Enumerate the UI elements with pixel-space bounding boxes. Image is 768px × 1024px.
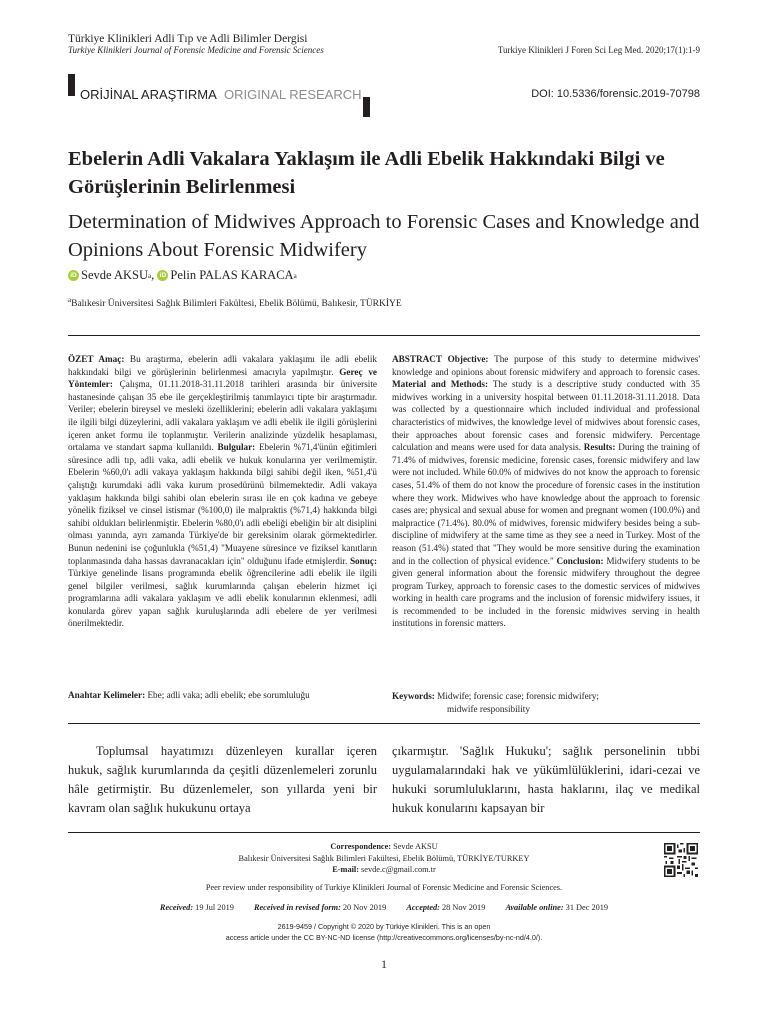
revised-label: Received in revised form: [253,903,341,912]
correspondence-address: Balıkesir Üniversitesi Sağlık Bilimleri Fakültesi, Ebelik Bölümü, TÜRKİYE/TURKEY [238,853,530,863]
keywords-tr [68,690,377,700]
orcid-icon[interactable]: iD [157,270,168,281]
received-label: Received: [159,903,194,912]
abstract-heading: Results: [583,442,616,453]
abstract-text: Çalışma, 01.11.2018-31.11.2018 tarihleri arasında bir üniversite hastanesinde çalışan 35 ebe ile gerçekleştirilmiş tanımlayıcı tipte bir araştırmadır. Veriler; ebelerin bireysel ve mesleki özelliklerini; ebelerin adli vakalara yaklaşımı ile ilgili bilgi düzeylerini, adli vakalara yaklaşım ve adli ebelik ile ilgili görüşlerini içeren anket formu ile toplanmıştır. Verilerin analizinde yüzdelik hesaplaması, ortalama ve standart sapma kullanıldı. [68,379,377,453]
divider [68,832,700,833]
abstract-heading: Conclusion: [556,555,604,566]
author-name: Pelin PALAS KARACA [170,268,294,282]
author-superscript: a [148,271,152,280]
license-link[interactable]: access article under the CC BY-NC-ND license (http://creativecommons.org/licenses/by-nc-nd/4.0/). [225,933,543,942]
email-label: E-mail: [332,865,359,874]
peer-review-note: Peer review under responsibility of Turkiye Klinikleri Journal of Forensic Medicine and Forensic Sciences. [205,883,563,892]
divider [68,335,700,336]
article-title-tr: Ebelerin Adli Vakalara Yaklaşım ile Adli Ebelik Hakkındaki Bilgi ve Görüşlerinin Belirlenmesi [68,148,665,198]
journal-title-tr: Türkiye Klinikleri Adli Tıp ve Adli Bilimler Dergisi [68,33,308,45]
article-type-bar [68,74,75,96]
author-separator: , [151,268,155,282]
journal-title-en: Turkiye Klinikleri Journal of Forensic Medicine and Forensic Sciences [68,45,324,55]
doi-link[interactable]: DOI: 10.5336/forensic.2019-70798 [531,88,700,100]
abstract-tr [68,353,377,630]
received-date: 19 Jul 2019 [193,903,234,912]
qr-code-icon[interactable] [664,843,698,877]
abstract-text: Türkiye genelinde lisans programında ebelik öğrencilerine adli ebelik ile ilgili genel bilgiler verilmesi, sağlık kurumlarında çalışan ebelerin hizmet içi programlarına adli vakalara yaklaşım ve adli ebelik konularının eklenmesi, adli konularda görev yapan sağlık kuruluşlarında adli ebelere de yer verilmesi önerilmektedir. [68,568,377,629]
article-title-en: Determination of Midwives Approach to Forensic Cases and Knowledge and Opinions About Forensic Midwifery [68,211,700,261]
correspondence-name: Sevde AKSU [391,842,438,851]
body-text-left: Toplumsal hayatımızı düzenleyen kurallar içeren hukuk, sağlık kurumlarında da çeşitli düzenlemeleri zorunlu hâle getirmiştir. Bu düzenlemeler, son yıllarda yeni bir kavram olan sağlık hukukunu ortaya [68,744,377,815]
article-dates [68,903,700,912]
divider [68,723,700,724]
author-superscript: a [293,271,297,280]
orcid-icon[interactable]: iD [68,270,79,281]
abstract-heading: ABSTRACT Objective: [392,354,489,364]
keywords-en [392,690,700,715]
copyright-notice [68,921,700,943]
keywords-text: Ebe; adli vaka; adli ebelik; ebe sorumluluğu [145,690,310,700]
abstract-text: Midwifery students to be given general information about the forensic midwifery throughout the degree program Turkey, approach to forensic cases to the domestic services of midwives working in health care programs and the inclusion of forensic midwifery issues, it is recommended to be included in the forensic midwives serving in health institutions in forensic matters. [392,555,700,629]
copyright-line: 2619-9459 / Copyright © 2020 by Türkiye Klinikleri. This is an open [277,922,491,931]
page-number: 1 [381,957,387,971]
article-type-en: ORIGINAL RESEARCH [224,87,362,102]
correspondence-label: Correspondence: [330,842,392,851]
online-label: Available online: [505,903,564,912]
abstract-text: Bu araştırma, ebelerin adli vakalara yaklaşımı ile adli ebelik hakkındaki bilgi ve görüşlerinin belirlenmesi amacıyla yapılmıştır. [68,354,377,377]
abstract-text: Ebelerin %71,4'ünün eğitimleri süresince adli tıp, adli vaka, adli ebelik ve hukuk konularına yer verilmemiştir. Ebelerin %60,0'ı adli vakaya yaklaşım hakkında bilgi sahibi değil iken, %51,4'ü çalıştığı kurumdaki adli vaka kurum prosedürünü bilmemektedir. Adli vakaya yaklaşım hakkında bilgi sahibi olan ebelerin sırası ile en çok kadına ve gebeye yönelik fiziksel ve cinsel istismar (%100,0) ile malpraktis (%71,4) hakkında bilgi sahibi oldukları belirlenmiştir. Ebelerin %80,0'ı adli ebeliği ebeliğin bir alt disiplini olması yanında, ayrı zamanda Türkiye'de bir gereksinim olarak görmektedirler. Bunun nedenini ise çoğunlukla (%51,4) "Muayene süresince ve fiziksel kanıtların toplanmasında daha hassas davranacakları için" olduğunu ifade etmişlerdir. [68,442,377,566]
abstract-heading: ÖZET Amaç: [68,354,125,364]
affiliation-text: Balıkesir Üniversitesi Sağlık Bilimleri Fakültesi, Ebelik Bölümü, Balıkesir, TÜRKİYE [71,299,402,310]
journal-citation: Turkiye Klinikleri J Foren Sci Leg Med. 2020;17(1):1-9 [497,45,700,55]
email-link[interactable]: sevde.c@gmail.com.tr [358,865,436,874]
abstract-text: During the training of 71.4% of midwives, forensic medicine, forensic cases, forensic midwifery and law were not included. While 60.0% of midwives do not know the approach to forensic cases, 51.4% of them do not know the procedure of forensic cases in the institution where they work. Midwives who have knowledge about the approach to forensic cases are; physical and sexual abuse for women and pregnant women (100.0%) and malpractice (71.4%). 80.0% of midwives, forensic midwifery besides being a sub-discipline of midwifery at the same time as they see a need in Turkey. Most of the reason (51.4%) stated that "They would be more sensitive during the examination and in the collection of physical evidence." [392,442,700,566]
author-list [68,268,297,283]
online-date: 31 Dec 2019 [563,903,609,912]
accepted-label: Accepted: [406,903,440,912]
revised-date: 20 Nov 2019 [340,903,387,912]
keywords-text-cont: midwife responsibility [447,703,530,714]
abstract-heading: Sonuç: [349,555,377,566]
abstract-heading: Material and Methods: [392,379,489,390]
author-name: Sevde AKSU [81,268,149,282]
abstract-text: The purpose of this study to determine midwives' knowledge and opinions about forensic midwifery and approach to forensic cases. [392,354,700,377]
abstract-heading: Bulgular: [217,442,256,453]
abstract-text: The study is a descriptive study conducted with 35 midwives working in a university hospital between 01.11.2018-31.11.2018. Data was collected by a questionnaire which included individual and professional characteristics of midwives, the knowledge level of midwives about forensic cases, their approaches about forensic cases and forensic midwifery. Percentage calculation and means were used for data analysis. [392,379,700,453]
abstract-en [392,353,700,630]
affiliation-superscript: a [68,296,72,304]
body-text-right: çıkarmıştır. 'Sağlık Hukuku'; sağlık personelinin tıbbi uygulamalarındaki hak ve yükümlülüklerini, idari-cezai ve hukuki sorumluluklarını, hasta haklarını, ilaç ve medikal hukuk konularını kapsayan bir [392,744,700,815]
accepted-date: 28 Nov 2019 [439,903,486,912]
article-type-bar-end [363,97,370,117]
keywords-text: Midwife; forensic case; forensic midwifery; [434,691,599,701]
correspondence-block [68,841,700,876]
keywords-label: Anahtar Kelimeler: [68,690,146,700]
affiliation [68,296,402,309]
abstract-heading: Gereç ve Yöntemler: [68,366,377,390]
keywords-label: Keywords: [392,691,435,701]
article-type-tr: ORİJİNAL ARAŞTIRMA [80,87,217,102]
